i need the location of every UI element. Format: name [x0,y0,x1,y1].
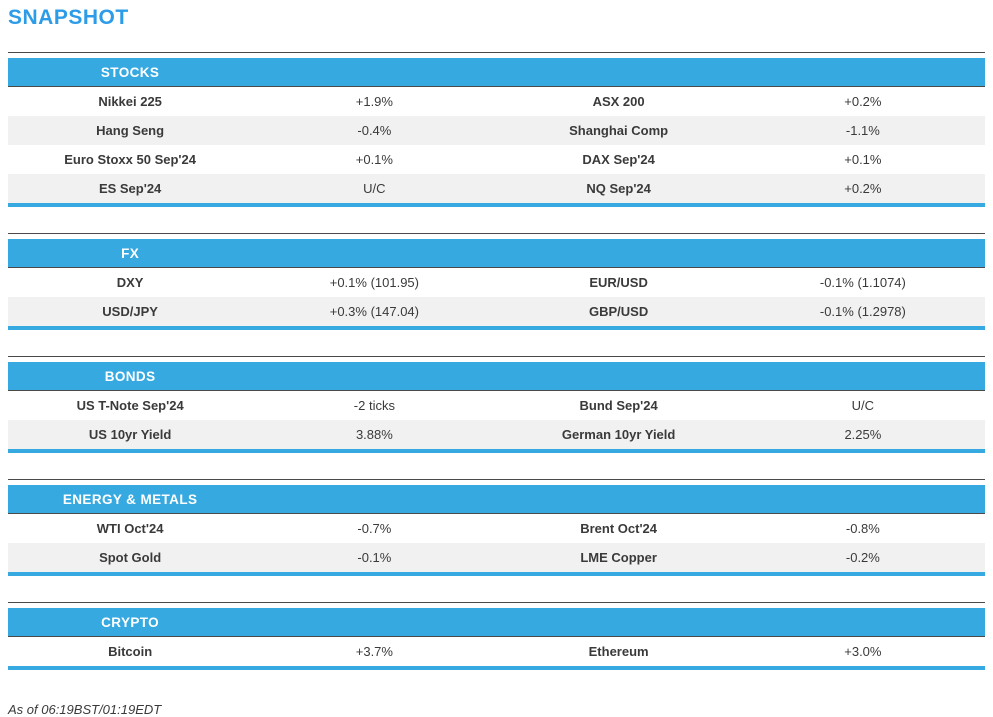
instrument-name: ES Sep'24 [98,181,162,196]
table-row [8,420,985,449]
instrument-value: +0.3% (147.04) [329,304,419,319]
instrument-value: +0.1% [844,152,882,167]
section-header-bar [8,58,985,87]
instrument-value: 3.88% [355,427,393,442]
instrument-name: Brent Oct'24 [580,521,658,536]
section-crypto [8,602,985,670]
instrument-name: Nikkei 225 [98,94,162,109]
section-header-label: CRYPTO [101,614,160,630]
instrument-value: +0.1% [355,152,393,167]
instrument-name: US T-Note Sep'24 [76,398,184,413]
instrument-value: +1.9% [355,94,393,109]
instrument-value: U/C [851,398,875,413]
snapshot-page [8,6,985,717]
table-row [8,514,985,543]
instrument-value: -0.1% (1.2978) [819,304,906,319]
section-header-label: BONDS [104,368,156,384]
instrument-name: ASX 200 [592,94,645,109]
instrument-name: Spot Gold [99,550,162,565]
instrument-name: Ethereum [588,644,649,659]
instrument-value: -0.4% [357,123,392,138]
table-row [8,87,985,116]
instrument-value: +3.7% [355,644,393,659]
instrument-name: WTI Oct'24 [96,521,164,536]
instrument-value: -0.7% [357,521,392,536]
instrument-name: Bund Sep'24 [579,398,658,413]
section-header-bar [8,362,985,391]
instrument-value: 2.25% [844,427,882,442]
instrument-value: +3.0% [844,644,882,659]
table-row [8,116,985,145]
table-row [8,637,985,666]
instrument-name: US 10yr Yield [88,427,172,442]
instrument-name: EUR/USD [589,275,648,290]
instrument-name: DXY [116,275,144,290]
instrument-value: U/C [363,181,386,196]
table-row [8,543,985,572]
instrument-value: +0.1% (101.95) [329,275,419,290]
instrument-name: German 10yr Yield [561,427,676,442]
table-row [8,297,985,326]
instrument-name: Bitcoin [108,644,153,659]
section-stocks [8,52,985,207]
instrument-name: Euro Stoxx 50 Sep'24 [64,152,196,167]
timestamp-note: As of 06:19BST/01:19EDT [8,702,162,717]
table-row [8,268,985,297]
instrument-value: -0.1% [357,550,392,565]
table-row [8,174,985,203]
instrument-name: GBP/USD [589,304,649,319]
table-row [8,145,985,174]
section-energy-metals [8,479,985,576]
instrument-name: Hang Seng [96,123,165,138]
section-bonds [8,356,985,453]
section-header-label: FX [121,245,140,261]
instrument-value: +0.2% [844,94,882,109]
section-header-label: STOCKS [100,64,160,80]
instrument-name: NQ Sep'24 [586,181,651,196]
section-header-bar [8,239,985,268]
section-header-label: ENERGY & METALS [62,491,198,507]
instrument-name: DAX Sep'24 [582,152,655,167]
section-header-bar [8,608,985,637]
instrument-value: -0.8% [845,521,880,536]
instrument-value: -0.2% [845,550,880,565]
table-row [8,391,985,420]
instrument-name: USD/JPY [102,304,158,319]
instrument-value: -2 ticks [353,398,395,413]
page-title: SNAPSHOT [8,6,129,29]
sections-container [8,52,985,670]
instrument-value: -1.1% [845,123,880,138]
instrument-name: LME Copper [580,550,657,565]
instrument-name: Shanghai Comp [569,123,669,138]
section-fx [8,233,985,330]
section-header-bar [8,485,985,514]
instrument-value: -0.1% (1.1074) [819,275,906,290]
instrument-value: +0.2% [844,181,882,196]
